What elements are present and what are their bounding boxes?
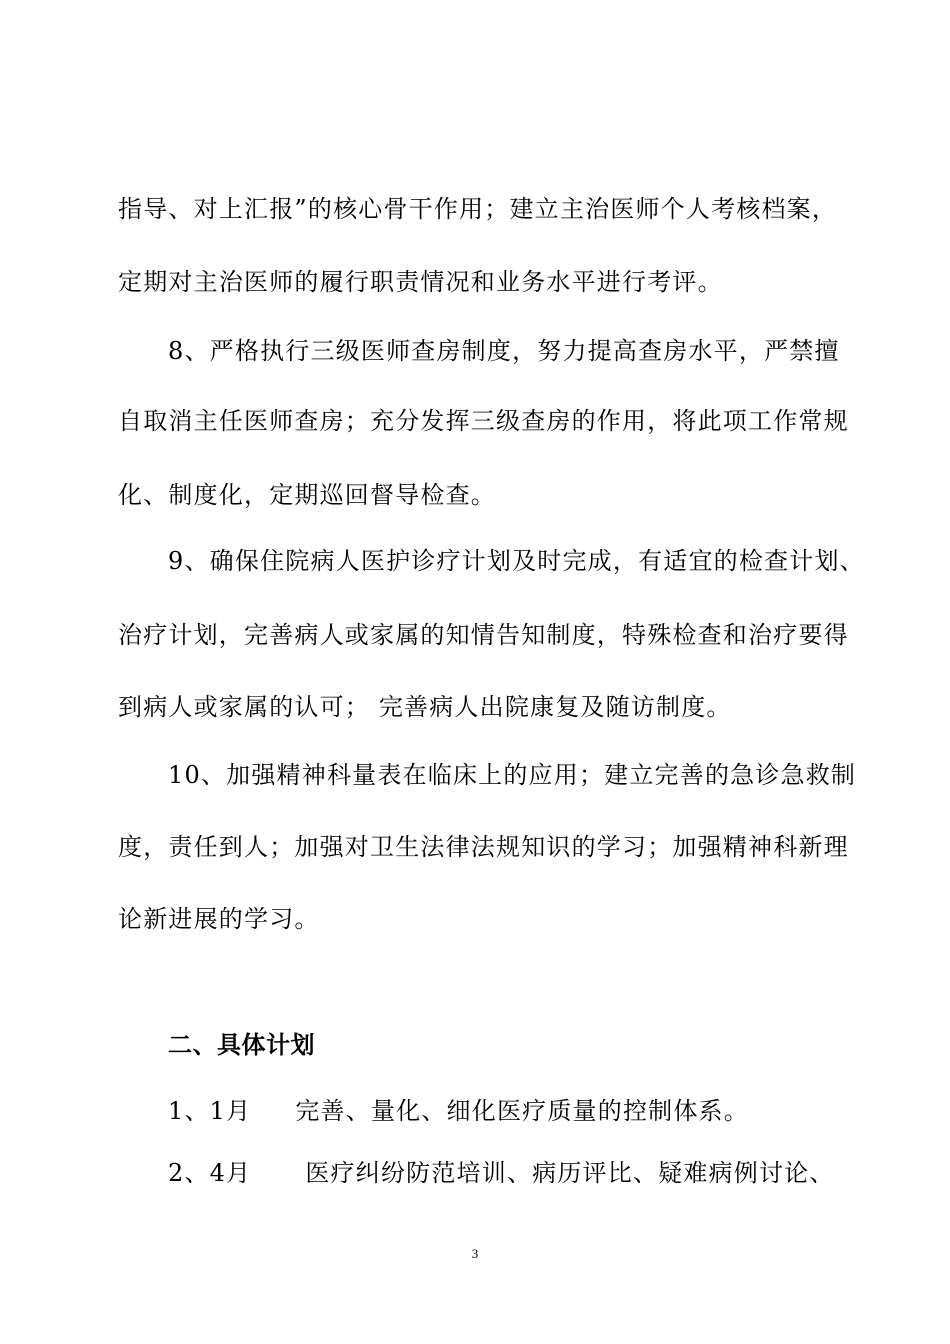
page-number: 3 — [471, 1246, 479, 1261]
paragraph-line: 10、加强精神科量表在临床上的应用；建立完善的急诊急救制 — [168, 761, 857, 789]
paragraph-line: 化、制度化，定期巡回督导检查。 — [118, 481, 496, 509]
paragraph-line: 定期对主治医师的履行职责情况和业务水平进行考评。 — [118, 268, 723, 296]
paragraph-line: 8、严格执行三级医师查房制度，努力提高查房水平，严禁擅 — [168, 337, 840, 365]
paragraph-line: 9、确保住院病人医护诊疗计划及时完成，有适宜的检查计划、 — [168, 547, 865, 575]
plan-item-content: 医疗纠纷防范培训、病历评比、疑难病例讨论、 — [305, 1159, 835, 1187]
plan-item — [168, 1096, 749, 1126]
plan-item-content: 完善、量化、细化医疗质量的控制体系。 — [295, 1097, 749, 1125]
paragraph-line: 论新进展的学习。 — [118, 905, 320, 933]
section-heading: 二、具体计划 — [168, 1031, 315, 1059]
paragraph-line: 到病人或家属的认可； 完善病人出院康复及随访制度。 — [118, 693, 732, 721]
paragraph-line: 治疗计划，完善病人或家属的知情告知制度，特殊检查和治疗要得 — [118, 621, 849, 649]
paragraph-line: 指导、对上汇报”的核心骨干作用；建立主治医师个人考核档案， — [118, 195, 838, 223]
plan-item-month: 2、4月 — [168, 1159, 252, 1187]
paragraph-line: 度，责任到人；加强对卫生法律法规知识的学习；加强精神科新理 — [118, 833, 849, 861]
paragraph-line: 自取消主任医师查房；充分发挥三级查房的作用，将此项工作常规 — [118, 407, 849, 435]
plan-item-month: 1、1月 — [168, 1097, 252, 1125]
plan-item — [168, 1158, 835, 1188]
